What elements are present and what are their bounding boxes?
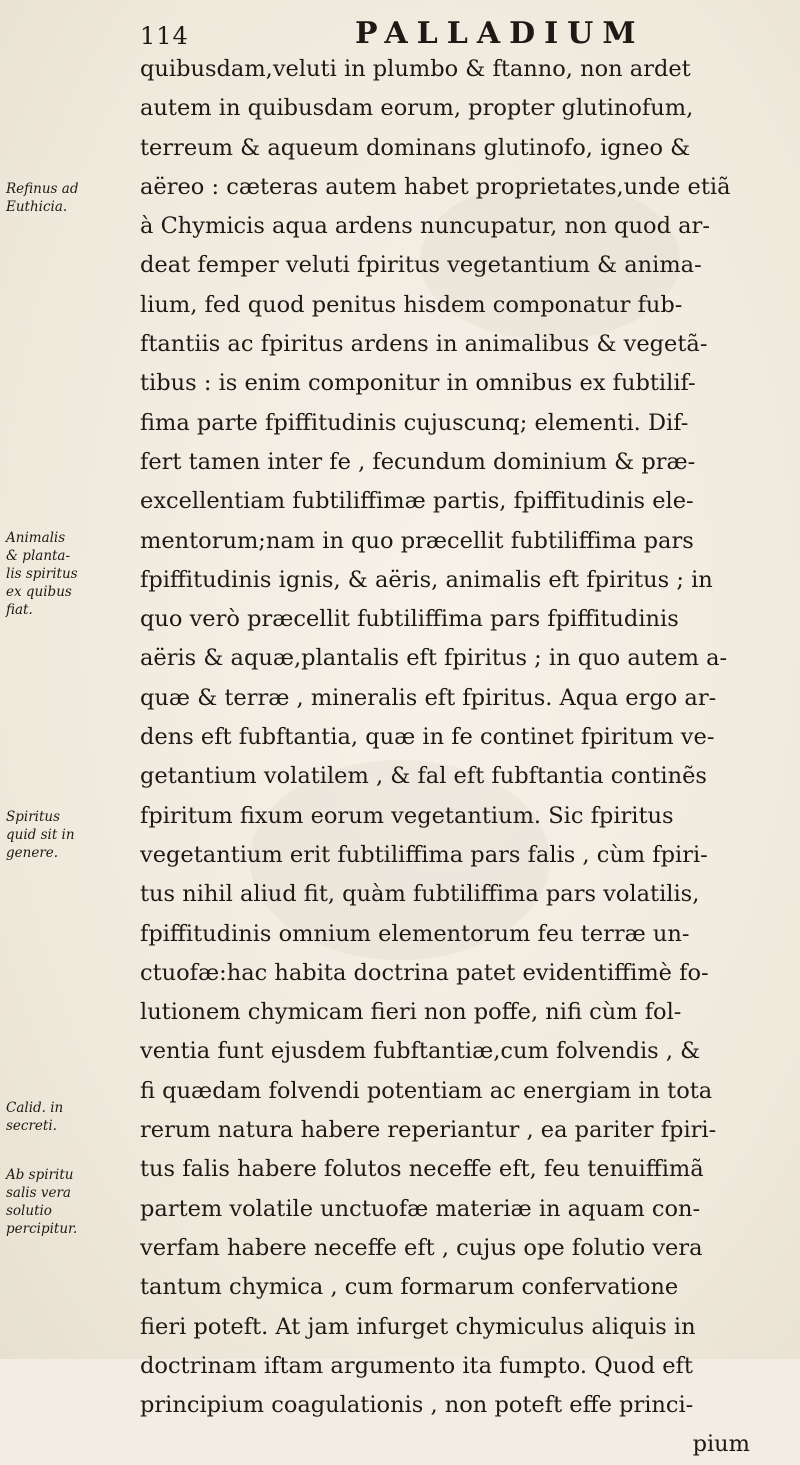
text-line: doctrinam iftam argumento ita fumpto. Quod eft [140,1352,693,1379]
text-line: ftantiis ac fpiritus ardens in animalibus & vegetã- [140,331,708,358]
text-line: deat femper veluti fpiritus vegetantium & anima- [140,252,702,279]
margin-note-line: fiat. [6,602,33,619]
text-line: autem in quibusdam eorum, propter glutinofum, [140,95,694,122]
text-line: partem volatile unctuofæ materiæ in aquam con- [140,1195,701,1222]
margin-note-line: Ab spiritu [6,1167,74,1184]
text-line: terreum & aqueum dominans glutinofo, igneo & [140,134,691,161]
text-line: tantum chymica , cum formarum confervatione [140,1274,679,1301]
text-line: getantium volatilem , & fal eft fubftantia continẽs [140,763,707,790]
margin-note-line: solutio [6,1203,52,1220]
text-line: tibus : is enim componitur in omnibus ex fubtilif- [140,370,696,397]
text-line: à Chymicis aqua ardens nuncupatur, non quod ar- [140,213,710,240]
text-line: fpiffitudinis ignis, & aëris, animalis eft fpiritus ; in [140,566,713,593]
text-line: dens eft fubftantia, quæ in fe continet fpiritum ve- [140,724,715,751]
text-line: ventia funt ejusdem fubftantiæ,cum folvendis , & [140,1038,701,1065]
text-line: tus nihil aliud fit, quàm fubtiliffima pars volatilis, [140,881,700,908]
margin-note [6,1166,126,1238]
margin-note-line: Calid. in [6,1100,64,1117]
text-line: verfam habere neceffe eft , cujus ope folutio vera [140,1234,703,1261]
margin-note-line: lis spiritus [6,566,78,583]
text-line: fert tamen inter fe , fecundum dominium & præ- [140,448,696,475]
text-line: rerum natura habere reperiantur , ea pariter fpiri- [140,1117,717,1144]
margin-note-line: percipitur. [6,1221,78,1238]
text-line: quo verò præcellit fubtiliffima pars fpiffitudinis [140,606,679,633]
text-line: fpiffitudinis omnium elementorum feu terræ un- [140,920,690,947]
margin-note-line: Refinus ad [6,180,79,197]
margin-note-line: Animalis [6,530,66,547]
text-line: quibusdam,veluti in plumbo & ftanno, non ardet [140,56,691,82]
text-line: pium [692,1431,750,1458]
margin-note-line: salis vera [6,1185,71,1202]
text-line: aëreo : cæteras autem habet proprietates,unde etiã [140,173,731,200]
text-line: mentorum;nam in quo præcellit fubtiliffima pars [140,527,694,554]
text-line: vegetantium erit fubtiliffima pars falis , cùm fpiri- [140,841,708,868]
text-line: fpiritum fixum eorum vegetantium. Sic fpiritus [140,802,674,829]
margin-note-line: Euthicia. [6,198,68,215]
running-title: PALLADIUM [355,16,645,51]
text-line: lutionem chymicam fieri non poffe, nifi cùm fol- [140,999,682,1026]
margin-note-line: genere. [6,845,59,862]
margin-note-line: Spiritus [6,809,61,826]
text-line: fima parte fpiffitudinis cujuscunq; elementi. Dif- [140,409,689,436]
text-line: excellentiam fubtiliffimæ partis, fpiffitudinis ele- [140,488,694,515]
margin-note-line: secreti. [6,1118,57,1135]
text-line: principium coagulationis , non poteft effe princi- [140,1392,694,1419]
margin-note-line: ex quibus [6,584,72,601]
margin-notes-lower [6,0,126,1359]
body-text [140,50,790,1465]
margin-note-line: quid sit in [6,827,75,844]
text-line: fi quædam folvendi potentiam ac energiam in tota [140,1077,713,1104]
text-line: lium, fed quod penitus hisdem componatur fub- [140,291,683,318]
text-line: fieri poteft. At jam infurget chymiculus aliquis in [140,1313,696,1340]
margin-note-line: & planta- [6,548,71,565]
page-header [140,14,780,54]
page-number: 114 [140,22,189,50]
text-line: quæ & terræ , mineralis eft fpiritus. Aqua ergo ar- [140,684,717,711]
text-line: aëris & aquæ,plantalis eft fpiritus ; in quo autem a- [140,645,728,672]
text-line: ctuofæ:hac habita doctrina patet evidentiffimè fo- [140,959,709,986]
text-line: tus falis habere folutos neceffe eft, feu tenuiffimã [140,1156,704,1183]
